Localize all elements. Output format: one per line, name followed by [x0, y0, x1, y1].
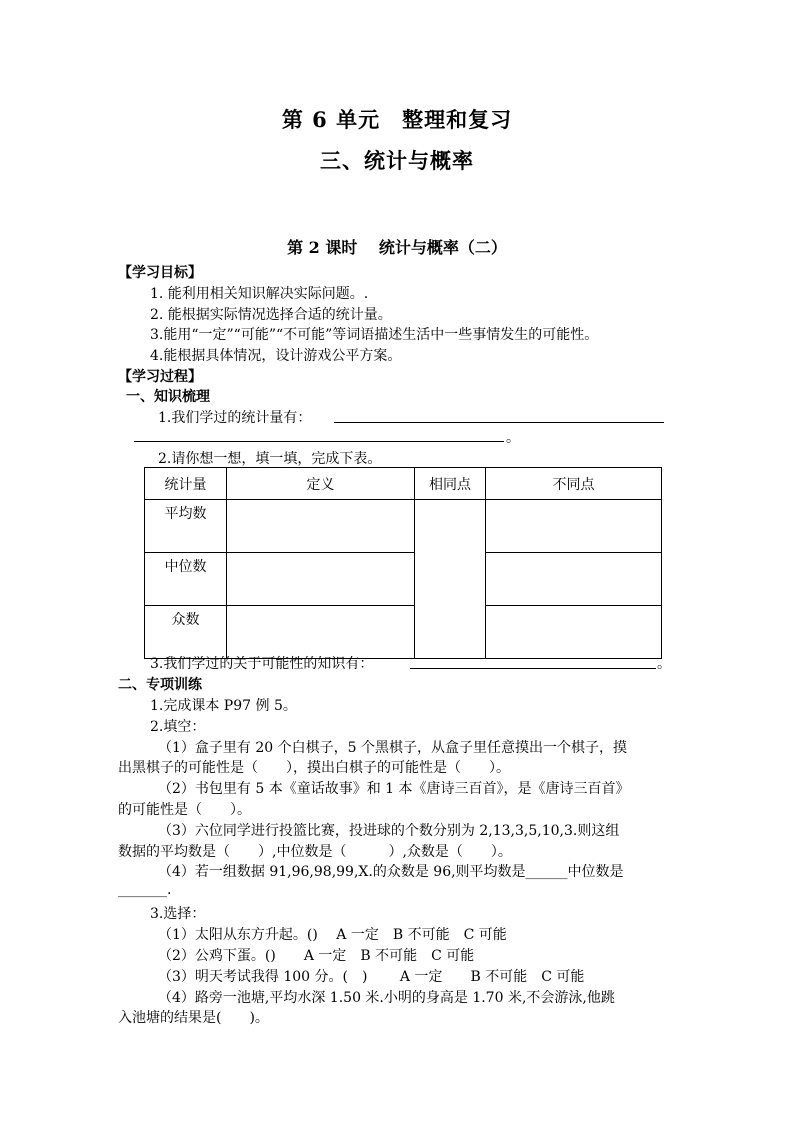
exercise-line: 2.填空： [150, 719, 206, 735]
process-heading: 【学习过程】 [118, 369, 202, 385]
row-label: 众数 [145, 606, 227, 659]
exercise-line: （3）明天考试我得 100 分。( ) A 一定 B 不可能 C 可能 [158, 969, 585, 985]
definition-cell [227, 553, 415, 606]
objective-item: 3.能用“一定”“可能”“不可能”等词语描述生活中一些事情发生的可能性。 [150, 327, 599, 343]
objective-item: 4.能根据具体情况，设计游戏公平方案。 [150, 348, 402, 364]
exercise-line: （1）盒子里有 20 个白棋子，5 个黑棋子，从盒子里任意摸出一个棋子，摸 [158, 740, 627, 756]
question-3-end: 。 [657, 656, 671, 672]
exercise-line: _______. [118, 882, 172, 898]
question-3: 3.我们学过的关于可能性的知识有： [150, 656, 374, 672]
difference-cell [486, 500, 662, 553]
question-2: 2.请你想一想，填一填，完成下表。 [158, 451, 382, 467]
table-header-row [145, 468, 662, 500]
table-header-cell: 相同点 [415, 468, 486, 500]
lesson-title: 第 2 课时 统计与概率（二） [287, 238, 507, 257]
table-row [145, 553, 662, 606]
row-label: 中位数 [145, 553, 227, 606]
objective-item: 1. 能利用相关知识解决实际问题。. [150, 286, 369, 302]
statistics-table [144, 467, 662, 659]
exercise-line: 3.选择： [150, 906, 206, 922]
exercise-line: （3）六位同学进行投篮比赛，投进球的个数分别为 2,13,3,5,10,3.则这组 [158, 823, 620, 839]
definition-cell [227, 500, 415, 553]
exercise-line: 的可能性是（ ）。 [118, 802, 251, 818]
exercise-line: 入池塘的结果是( )。 [118, 1010, 269, 1026]
unit-title: 第 6 单元 整理和复习 [281, 107, 513, 132]
exercise-line: （2）书包里有 5 本《童话故事》和 1 本《唐诗三百首》，是《唐诗三百首》 [158, 781, 630, 797]
difference-cell [486, 606, 662, 659]
question-1-end: 。 [506, 430, 520, 446]
exercise-line: 数据的平均数是（ ）,中位数是（ ）,众数是（ ）。 [118, 844, 512, 860]
exercise-line: 1.完成课本 P97 例 5。 [150, 698, 297, 714]
table-row [145, 606, 662, 659]
section-title: 三、统计与概率 [320, 148, 474, 173]
table-header-cell: 统计量 [145, 468, 227, 500]
objective-item: 2. 能根据实际情况选择合适的统计量。 [150, 307, 392, 323]
definition-cell [227, 606, 415, 659]
answer-line [410, 668, 656, 669]
similarity-cell [415, 500, 486, 659]
exercise-line: （4）若一组数据 91,96,98,99,X.的众数是 96,则平均数是______中位数是 [158, 864, 624, 880]
exercise-line: （1）太阳从东方升起。() A 一定 B 不可能 C 可能 [158, 927, 507, 943]
table-row [145, 500, 662, 553]
exercise-line: 出黑棋子的可能性是（ ），摸出白棋子的可能性是（ ）。 [118, 760, 510, 776]
exercise-line: （2）公鸡下蛋。() A 一定 B 不可能 C 可能 [158, 948, 475, 964]
difference-cell [486, 553, 662, 606]
table-header-cell: 定义 [227, 468, 415, 500]
row-label: 平均数 [145, 500, 227, 553]
table-header-cell: 不同点 [486, 468, 662, 500]
answer-line [334, 422, 664, 423]
question-1: 1.我们学过的统计量有： [158, 410, 312, 426]
part2-heading: 二、专项训练 [118, 677, 202, 693]
exercise-line: （4）路旁一池塘,平均水深 1.50 米.小明的身高是 1.70 米,不会游泳,他跳 [158, 990, 615, 1006]
objectives-heading: 【学习目标】 [118, 265, 202, 281]
part1-heading: 一、知识梳理 [126, 389, 210, 405]
answer-line [134, 441, 504, 442]
